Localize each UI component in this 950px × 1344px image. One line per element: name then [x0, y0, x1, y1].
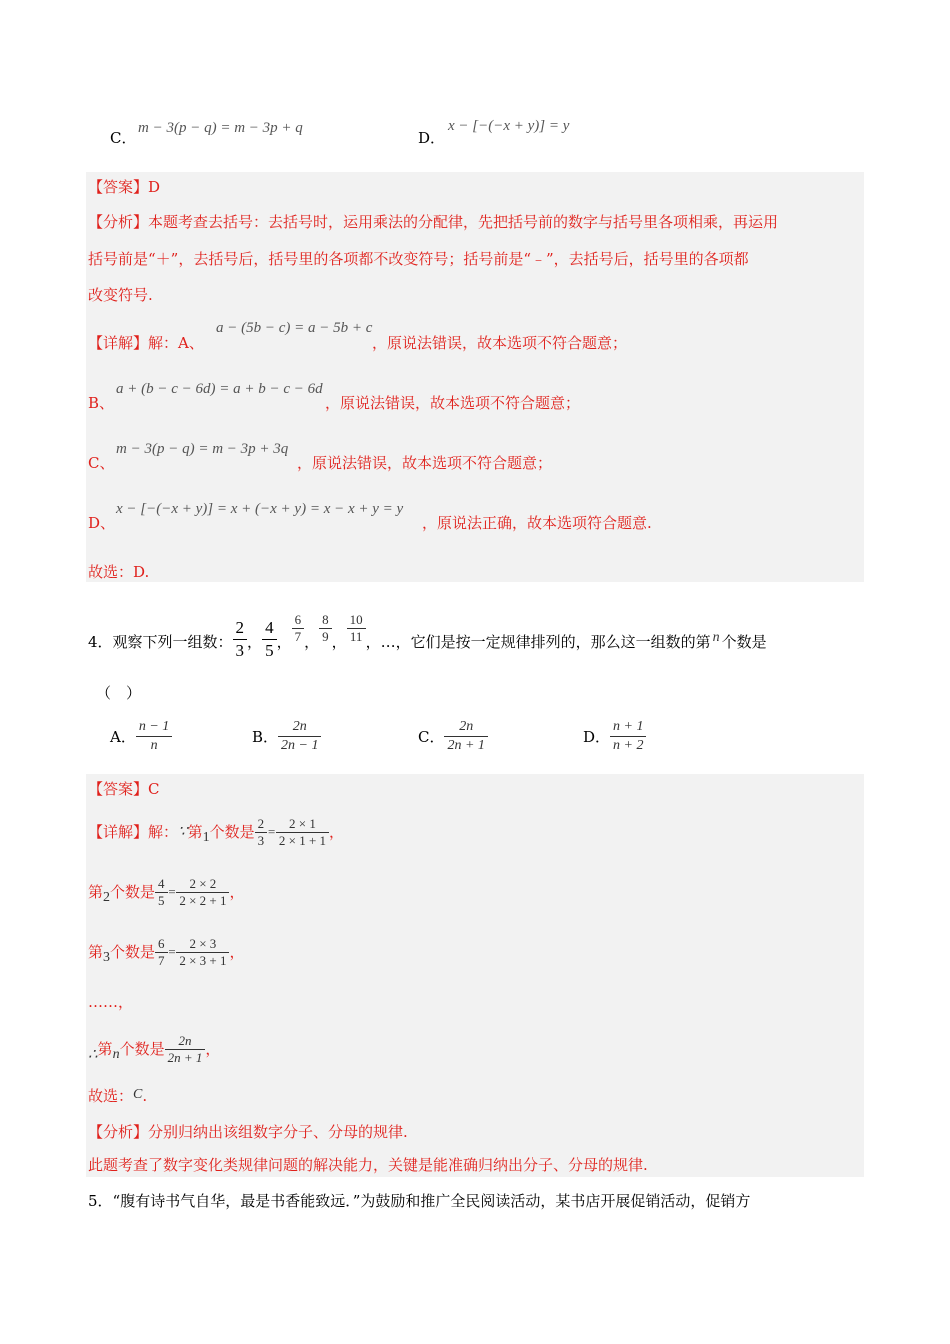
numerator: 8 — [319, 612, 332, 629]
q3-option-c-formula: m − 3(p − q) = m − 3p + q — [138, 120, 303, 136]
q4-summary: 此题考查了数字变化类规律问题的解决能力，关键是能准确归纳出分子、分母的规律. — [88, 1156, 648, 1174]
option-label: A． — [110, 727, 136, 746]
q3-detail-a-formula: a − (5b − c) = a − 5b + c — [216, 320, 373, 336]
numerator: 10 — [347, 612, 366, 629]
q4-seq-fraction-1 — [233, 617, 248, 662]
choice-value: C — [133, 1087, 143, 1102]
option-label: C． — [418, 727, 445, 746]
therefore-symbol: ∴ — [88, 1047, 98, 1063]
denominator: 11 — [349, 629, 363, 644]
option-fraction — [278, 718, 321, 755]
q3-detail-c-formula: m − 3(p − q) = m − 3p + 3q — [116, 441, 289, 457]
denominator: 2 × 2 + 1 — [179, 892, 227, 908]
q4-seq-fraction-4 — [319, 612, 332, 645]
q4-detail-line3 — [88, 932, 245, 972]
q4-stem-suffix-2: 个数是 — [721, 632, 767, 651]
fraction-2n — [165, 1033, 206, 1066]
denominator: 3 — [257, 832, 265, 848]
numerator: 2 — [255, 816, 268, 833]
choice-prefix: 故选： — [88, 1087, 134, 1105]
index-n: n — [112, 1047, 120, 1062]
option-label: D． — [418, 129, 446, 147]
option-fraction — [136, 718, 172, 755]
word-ge-shu-shi: 个数是 — [209, 823, 255, 841]
option-label: C． — [110, 129, 137, 147]
numerator: 6 — [292, 612, 305, 629]
fraction-2-3 — [255, 816, 268, 849]
q4-option-a — [110, 718, 172, 755]
numerator: 2 × 2 — [176, 876, 229, 893]
q4-detail-prefix: 【详解】解： — [88, 823, 179, 841]
period: . — [142, 1087, 148, 1105]
denominator: n — [150, 738, 158, 753]
option-label: D． — [583, 727, 611, 746]
q3-detail-c-prefix: C、 — [88, 454, 115, 472]
denominator: 7 — [294, 629, 302, 644]
equals-sign: = — [267, 824, 276, 839]
word-di: 第 — [88, 943, 104, 961]
q3-detail-d-text: ，原说法正确，故本选项符合题意. — [422, 514, 652, 532]
equals-sign: = — [167, 884, 177, 899]
fraction-2x2 — [176, 876, 229, 909]
q4-detail-line1 — [88, 812, 344, 852]
comma: ， — [205, 1040, 221, 1058]
numerator: 2n — [444, 718, 487, 737]
numerator: 2 — [233, 617, 248, 640]
q3-analysis-line3: 改变符号. — [88, 286, 153, 304]
q4-option-b — [252, 718, 321, 755]
q4-seq-fraction-5 — [347, 612, 366, 645]
q4-analysis: 【分析】分别归纳出该组数字分子、分母的规律. — [88, 1123, 408, 1141]
q4-ellipsis: ……， — [88, 993, 134, 1011]
comma: ， — [304, 632, 320, 651]
fraction-6-7 — [155, 936, 168, 969]
numerator: n − 1 — [136, 718, 172, 737]
q4-answer: 【答案】C — [88, 780, 160, 798]
numerator: 2 × 1 — [276, 816, 329, 833]
denominator: 5 — [158, 892, 165, 908]
q4-option-c — [418, 718, 488, 755]
denominator: 3 — [235, 641, 245, 660]
q4-stem — [88, 612, 767, 662]
option-fraction — [444, 718, 487, 755]
q4-stem-prefix: 4．观察下列一组数： — [88, 632, 233, 651]
comma: ， — [329, 823, 345, 841]
denominator: 2 × 1 + 1 — [278, 832, 327, 848]
q4-stem-suffix: ，…，它们是按一定规律排列的，那么这一组数的第 — [365, 632, 711, 651]
q3-detail-d-formula: x − [−(−x + y)] = x + (−x + y) = x − x + y = y — [116, 501, 404, 517]
equals-sign: = — [167, 944, 177, 959]
q3-detail-c-text: ，原说法错误，故本选项不符合题意； — [297, 454, 553, 472]
q4-detail-line2 — [88, 872, 245, 912]
q3-option-d-formula: x − [−(−x + y)] = y — [448, 118, 570, 134]
word-ge-shu-shi: 个数是 — [110, 883, 156, 901]
q4-final-choice — [88, 1086, 147, 1108]
comma: ， — [229, 943, 245, 961]
index-1: 1 — [202, 830, 210, 845]
numerator: 6 — [155, 936, 168, 953]
numerator: 2 × 3 — [176, 936, 229, 953]
q3-detail-a-text: ，原说法错误，故本选项不符合题意； — [372, 334, 628, 352]
q3-analysis-line1: 【分析】本题考查去括号：去括号时，运用乘法的分配律，先把括号前的数字与括号里各项相乘，再运用 — [88, 213, 779, 231]
q5-stem: 5．“腹有诗书气自华，最是书香能致远．”为鼓励和推广全民阅读活动，某书店开展促销活动，促销方 — [88, 1192, 751, 1210]
fraction-2x3 — [176, 936, 229, 969]
comma: ， — [331, 632, 347, 651]
q3-analysis-line2: 括号前是“＋”，去括号后，括号里的各项都不改变符号；括号前是“﹣”，去括号后，括号里的各项都 — [88, 250, 749, 268]
comma: ， — [229, 883, 245, 901]
q3-detail-b-text: ，原说法错误，故本选项不符合题意； — [325, 394, 581, 412]
denominator: 5 — [265, 641, 274, 660]
option-fraction — [610, 718, 646, 755]
index-2: 2 — [103, 890, 111, 905]
numerator: n + 1 — [610, 718, 646, 737]
q3-option-c — [110, 128, 136, 148]
word-di: 第 — [97, 1040, 113, 1058]
q3-answer: 【答案】D — [88, 178, 161, 196]
q4-seq-fraction-2 — [262, 617, 277, 662]
q3-option-d — [418, 128, 445, 148]
q4-seq-fraction-3 — [292, 612, 305, 645]
index-3: 3 — [103, 950, 111, 965]
fraction-2x1 — [276, 816, 329, 849]
q3-final-choice: 故选：D. — [88, 563, 150, 581]
word-di: 第 — [187, 823, 203, 841]
numerator: 4 — [262, 617, 277, 640]
word-ge-shu-shi: 个数是 — [110, 943, 156, 961]
q4-detail-line-n — [88, 1029, 220, 1069]
q4-option-d — [583, 718, 646, 755]
denominator: 2 × 3 + 1 — [179, 952, 227, 968]
denominator: n + 2 — [613, 738, 644, 753]
denominator: 2n + 1 — [447, 738, 485, 753]
q3-detail-d-prefix: D、 — [88, 514, 116, 532]
option-label: B． — [252, 727, 279, 746]
q3-detail-a-prefix: 【详解】解：A、 — [88, 334, 204, 352]
numerator: 2n — [278, 718, 321, 737]
word-ge-shu-shi: 个数是 — [119, 1040, 165, 1058]
denominator: 9 — [322, 629, 329, 644]
word-di: 第 — [88, 883, 104, 901]
denominator: 2n − 1 — [281, 738, 319, 753]
because-symbol: ∵ — [178, 824, 188, 840]
q3-detail-b-formula: a + (b − c − 6d) = a + b − c − 6d — [116, 381, 323, 397]
denominator: 2n + 1 — [167, 1049, 203, 1065]
numerator: 2n — [165, 1033, 206, 1050]
q4-stem-n: n — [712, 629, 720, 645]
comma: ， — [276, 632, 292, 651]
fraction-4-5 — [155, 876, 168, 909]
comma: ， — [247, 632, 263, 651]
numerator: 4 — [155, 876, 168, 893]
q4-answer-paren: （ ） — [96, 684, 142, 702]
q3-detail-b-prefix: B、 — [88, 394, 115, 412]
denominator: 7 — [158, 952, 165, 968]
